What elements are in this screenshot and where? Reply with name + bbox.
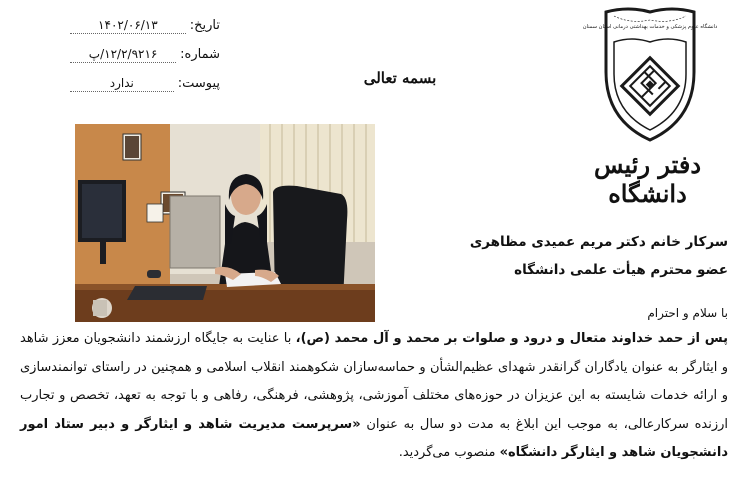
university-logo — [582, 2, 718, 144]
recipient-position: عضو محترم هیأت علمی دانشگاه — [514, 262, 728, 278]
recipient-name: سرکار خانم دکتر مریم عمیدی مظاهری — [469, 234, 728, 250]
date-value: ۱۴۰۲/۰۶/۱۳ — [70, 18, 186, 34]
letter-meta — [70, 18, 220, 105]
recipient-photo — [75, 124, 375, 322]
appointment-title: «سرپرست مدیریت شاهد و ایثارگر و دبیر ستاد امور دانشجویان شاهد و ایثارگر دانشگاه» — [20, 416, 728, 460]
bismillah-heading: بسمه تعالی — [363, 69, 437, 87]
attachment-label: پیوست: — [177, 76, 220, 91]
attachment-row — [70, 76, 220, 105]
date-row — [70, 18, 220, 47]
logo-arc-text: دانشگاه علوم پزشکی و خدمات بهداشتی درمانی استان سمنان — [582, 24, 718, 30]
number-value: ۱۲/۲/۹۲۱۶/پ — [70, 47, 176, 63]
body-end: منصوب می‌گردید. — [398, 445, 500, 460]
number-label: شماره: — [180, 47, 220, 62]
attachment-value: ندارد — [70, 76, 174, 92]
letter-body — [20, 325, 728, 468]
office-title: دفتر رئیس دانشگاه — [593, 150, 702, 208]
recipient-block — [388, 228, 728, 284]
date-label: تاریخ: — [189, 18, 220, 33]
opening-praise: پس از حمد خداوند متعال و درود و صلوات بر محمد و آل محمد (ص)، — [295, 331, 728, 346]
kufic-emblem — [622, 58, 679, 115]
number-row — [70, 47, 220, 76]
salutation: با سلام و احترام — [647, 306, 728, 320]
body-main: با عنایت به جایگاه ارزشمند دانشجویان معزز شاهد و ایثارگر به عنوان یادگاران گرانقدر شهدای عظیم‌الشأن و حماسه‌سازان شکوهمند انقلاب اسلامی و همچنین در راستای توانمندسازی و ارائه خدمات شایسته به این عزیزان در حوزه‌های مختلف آموزشی، پژوهشی، فرهنگی، رفاهی و با توجه به تعهد، تخصص و تجارب ارزنده سرکارعالی، به موجب این ابلاغ به مدت دو سال به عنوان — [20, 331, 728, 432]
